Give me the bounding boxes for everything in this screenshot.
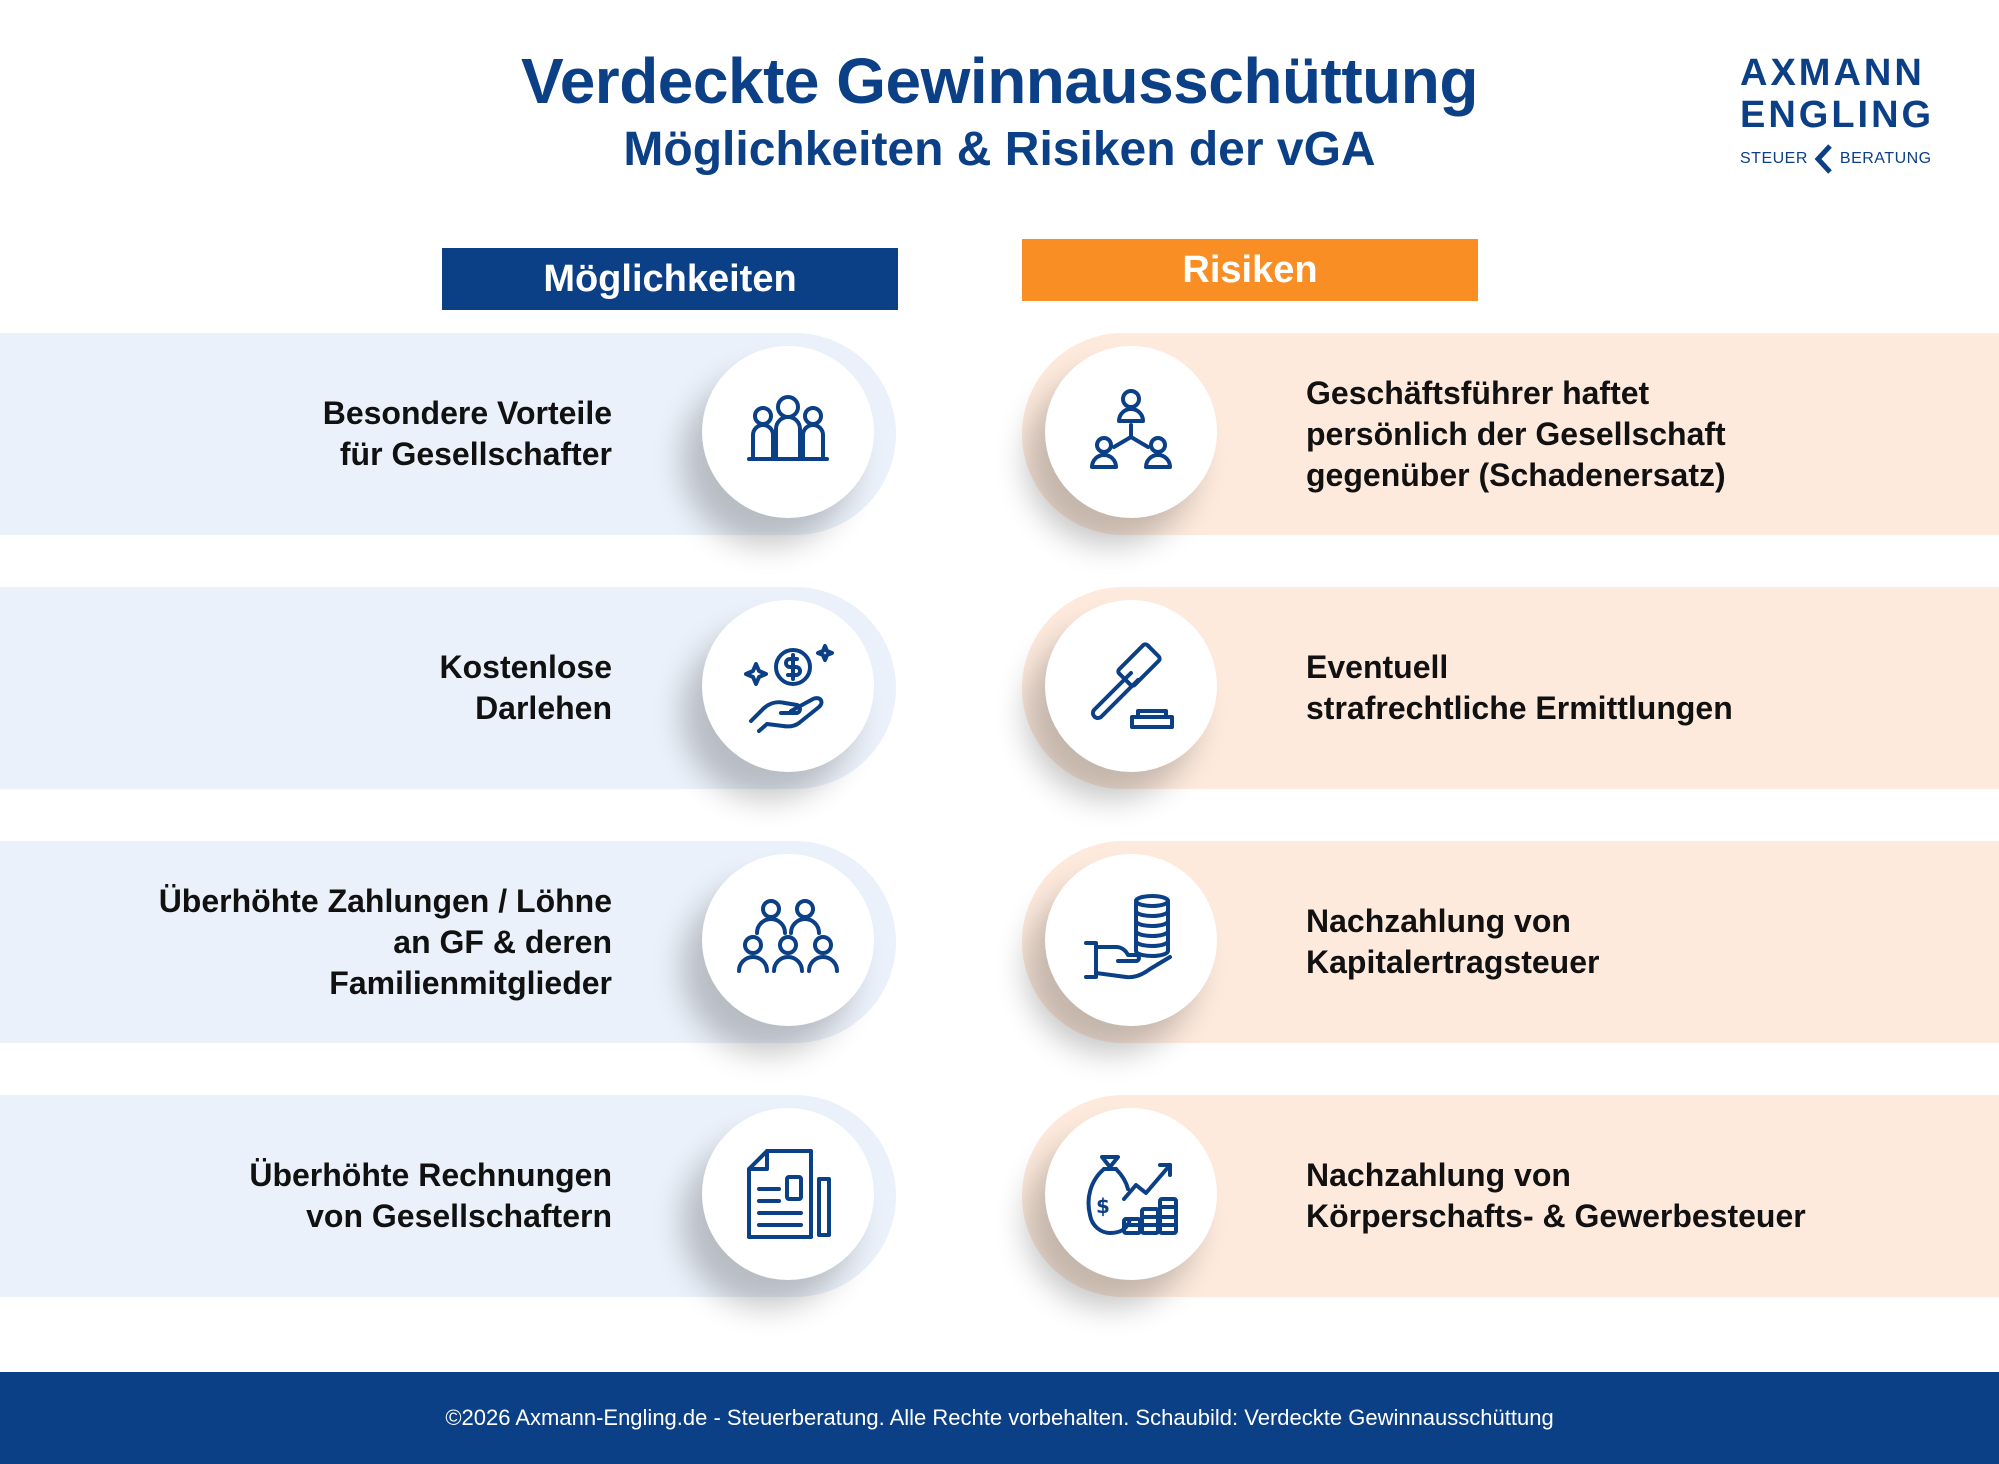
text-line: Nachzahlung von <box>1306 1157 1571 1193</box>
column-header-risiken: Risiken <box>1022 239 1478 301</box>
moeglichkeit-text <box>40 1095 612 1297</box>
text-line: Familienmitglieder <box>329 964 612 1001</box>
text-line: Überhöhte Rechnungen <box>249 1157 612 1193</box>
moeglichkeit-icon-circle <box>702 600 874 772</box>
invoice-document-icon <box>733 1139 843 1249</box>
risiko-text <box>1306 1095 1966 1297</box>
column-header-moeglichkeiten: Möglichkeiten <box>442 248 898 310</box>
risiko-text <box>1306 333 1966 535</box>
logo-right-word: BERATUNG <box>1839 150 1932 167</box>
risiko-text <box>1306 587 1966 789</box>
text-line: Nachzahlung von <box>1306 903 1571 939</box>
hand-coins-stack-icon <box>1076 885 1186 995</box>
footer <box>0 1372 1999 1464</box>
moeglichkeit-icon-circle <box>702 854 874 1026</box>
money-bag-growth-icon <box>1076 1139 1186 1249</box>
text-line: Darlehen <box>475 690 612 726</box>
risiko-icon-circle <box>1045 600 1217 772</box>
moeglichkeit-icon-circle <box>702 346 874 518</box>
page-subtitle: Möglichkeiten & Risiken der vGA <box>623 123 1376 176</box>
svg-text:$: $ <box>1096 1194 1110 1218</box>
logo-line-2: ENGLING <box>1740 94 1935 136</box>
text-line: Überhöhte Zahlungen / Löhne <box>158 882 612 919</box>
text-line: gegenüber (Schadenersatz) <box>1306 456 1726 493</box>
chevron-left-icon <box>1812 144 1836 174</box>
logo-left-word: STEUER <box>1740 150 1808 167</box>
text-line: Eventuell <box>1306 649 1449 685</box>
moeglichkeit-icon-circle <box>702 1108 874 1280</box>
team-people-icon <box>733 885 843 995</box>
risiko-icon-circle <box>1045 1108 1217 1280</box>
text-line: strafrechtliche Ermittlungen <box>1306 690 1733 726</box>
text-line: Kostenlose <box>439 649 612 685</box>
hand-coin-icon <box>733 631 843 741</box>
logo-line-1: AXMANN <box>1740 52 1925 94</box>
moeglichkeit-text <box>40 587 612 789</box>
text-line: Kapitalertragsteuer <box>1306 944 1600 980</box>
text-line: Körperschafts- & Gewerbesteuer <box>1306 1198 1806 1234</box>
logo <box>1740 52 1950 174</box>
text-line: von Gesellschaftern <box>306 1198 612 1234</box>
text-line: für Gesellschafter <box>339 436 612 472</box>
text-line: an GF & deren <box>393 923 612 960</box>
risiko-icon-circle <box>1045 854 1217 1026</box>
moeglichkeit-text <box>40 333 612 535</box>
text-line: persönlich der Gesellschaft <box>1306 415 1726 452</box>
group-people-icon <box>733 377 843 487</box>
text-line: Geschäftsführer haftet <box>1306 374 1650 411</box>
page-title: Verdeckte Gewinnausschüttung <box>521 45 1478 117</box>
risiko-text <box>1306 841 1966 1043</box>
copyright-text: ©2026 Axmann-Engling.de - Steuerberatung. Alle Rechte vorbehalten. Schaubild: Verdeckte Gewinnausschüttung <box>445 1405 1554 1430</box>
risiko-icon-circle <box>1045 346 1217 518</box>
text-line: Besondere Vorteile <box>322 395 612 431</box>
gavel-icon <box>1076 631 1186 741</box>
moeglichkeit-text <box>40 841 612 1043</box>
logo-tagline <box>1740 144 1950 174</box>
hierarchy-people-icon <box>1076 377 1186 487</box>
